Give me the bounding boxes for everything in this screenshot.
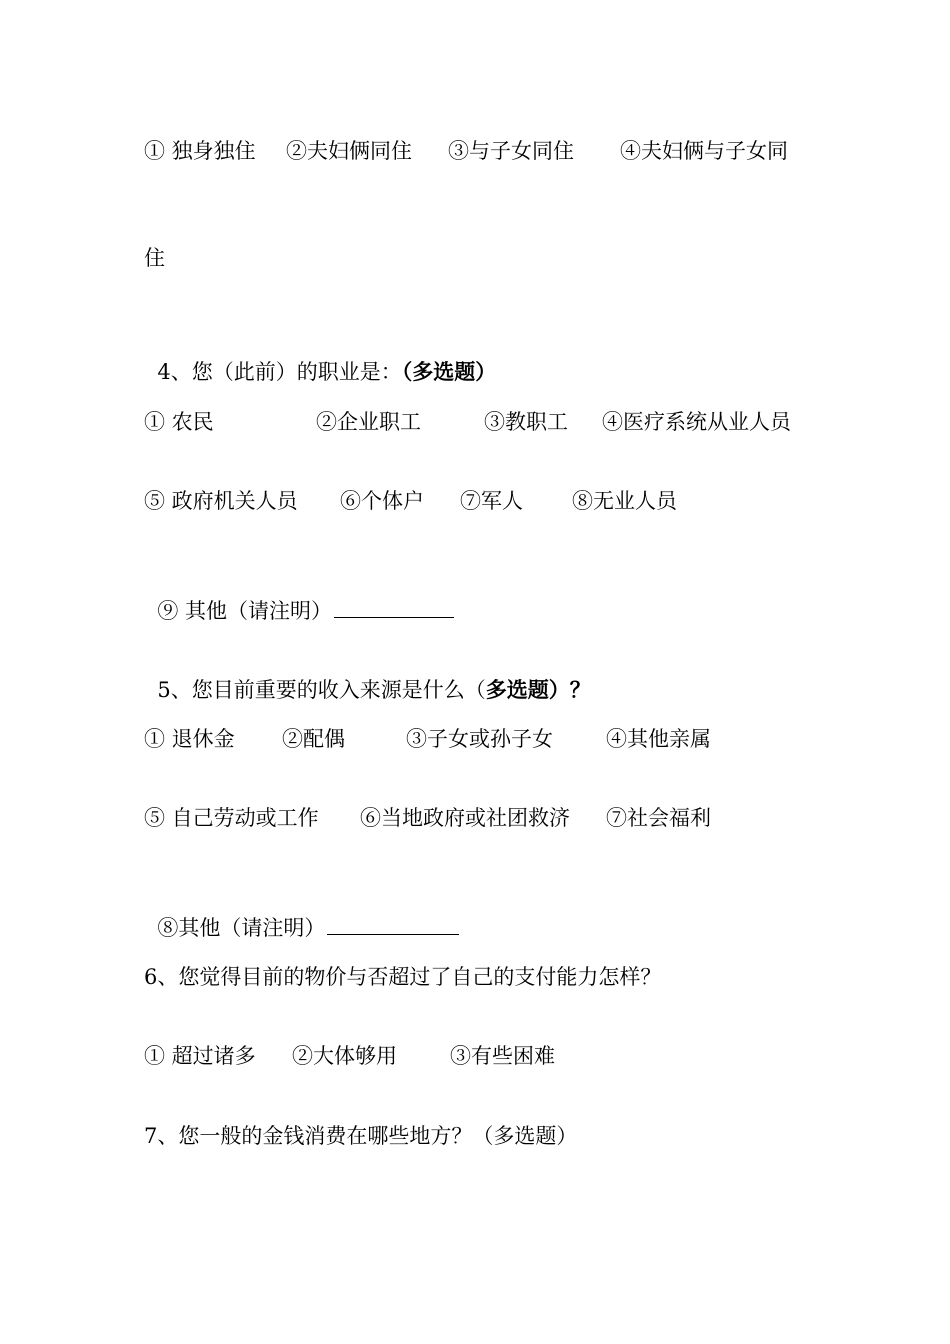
q6-option-2: ②大体够用	[292, 1044, 397, 1068]
q6-option-3: ③有些困难	[450, 1044, 555, 1068]
q6-options-row	[144, 1041, 555, 1071]
q5-question	[144, 645, 591, 702]
q3-options-wrap: 住	[144, 246, 165, 270]
q4-options-row-3	[144, 566, 454, 623]
q4-option-6: ⑥个体户	[340, 489, 424, 513]
q4-option-3: ③教职工	[484, 410, 568, 434]
q6-option-1: ① 超过诸多	[144, 1044, 256, 1068]
q3-option-4: ④夫妇俩与子女同	[620, 139, 788, 163]
q5-option-6: ⑥当地政府或社团救济	[360, 806, 570, 830]
q4-option-2: ②企业职工	[316, 410, 421, 434]
q4-options-row-1	[144, 407, 791, 437]
q4-question-text: 4、您（此前）的职业是：	[157, 360, 402, 384]
q5-options-row-1	[144, 724, 711, 754]
q4-multi-select-tag: （多选题）	[401, 359, 497, 384]
q3-options-row	[144, 136, 788, 166]
q5-option-4: ④其他亲属	[606, 727, 711, 751]
q5-question-text: 5、您目前重要的收入来源是什么（	[157, 678, 486, 702]
q3-option-2: ②夫妇俩同住	[286, 139, 412, 163]
q4-other-blank[interactable]	[334, 597, 454, 618]
q4-option-9: ⑨ 其他（请注明）	[157, 599, 333, 623]
q4-question	[144, 327, 497, 384]
q4-option-4: ④医疗系统从业人员	[602, 410, 791, 434]
q5-option-2: ②配偶	[282, 727, 345, 751]
q7-question: 7、您一般的金钱消费在哪些地方？（多选题）	[144, 1124, 578, 1148]
q5-option-5: ⑤ 自己劳动或工作	[144, 806, 319, 830]
q5-option-7: ⑦社会福利	[606, 806, 711, 830]
q5-multi-select-tag: 多选题）？	[485, 677, 591, 702]
q4-option-1: ① 农民	[144, 410, 214, 434]
q3-option-3: ③与子女同住	[448, 139, 574, 163]
q5-options-row-3	[144, 883, 459, 940]
q4-options-row-2	[144, 486, 677, 516]
q5-option-8: ⑧其他（请注明）	[157, 916, 326, 940]
q5-option-3: ③子女或孙子女	[406, 727, 553, 751]
q4-option-5: ⑤ 政府机关人员	[144, 489, 298, 513]
q4-option-7: ⑦军人	[460, 489, 523, 513]
q4-option-8: ⑧无业人员	[572, 489, 677, 513]
q3-option-1: ① 独身独住	[144, 139, 256, 163]
q5-other-blank[interactable]	[327, 914, 459, 935]
q5-options-row-2	[144, 803, 711, 833]
q6-question: 6、您觉得目前的物价与否超过了自己的支付能力怎样？	[144, 965, 662, 989]
q5-option-1: ① 退休金	[144, 727, 235, 751]
